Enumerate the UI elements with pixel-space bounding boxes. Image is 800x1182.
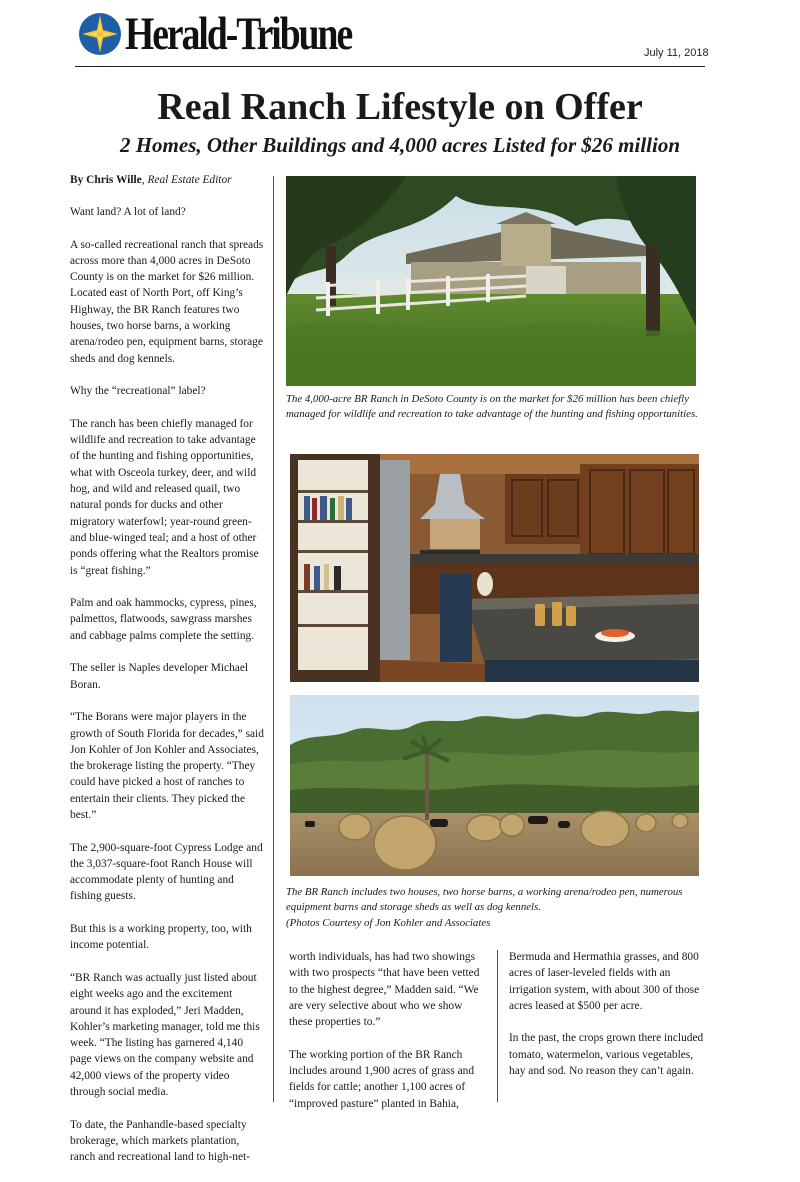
byline: By Chris Wille, Real Estate Editor xyxy=(70,174,232,186)
paragraph: Why the “recreational” label? xyxy=(70,385,206,398)
byline-author: By Chris Wille xyxy=(70,174,142,186)
caption-line: The BR Ranch includes two houses, two horse barns, a working arena/rodeo pen, numerous equipment barns and storage sheds as well as dog kennels. xyxy=(286,886,683,914)
paragraph: In the past, the crops grown there included tomato, watermelon, various vegetables, hay and sod. No reason they can’t again. xyxy=(509,1032,704,1078)
paragraph: The 2,900-square-foot Cypress Lodge and the 3,037-square-foot Ranch House will accommodate plenty of hunting and fishing guests. xyxy=(70,841,263,903)
column-divider xyxy=(273,176,274,1102)
masthead-name: Herald-Tribune xyxy=(125,8,352,60)
paragraph: The working portion of the BR Ranch includes around 1,900 acres of grass and fields for cattle; another 1,100 acres of “improved pasture” planted in Bahia, xyxy=(289,1048,475,1110)
subheadline: 2 Homes, Other Buildings and 4,000 acres Listed for $26 million xyxy=(119,133,681,157)
paragraph: Want land? A lot of land? xyxy=(70,206,186,218)
paragraph: The seller is Naples developer Michael Boran. xyxy=(70,662,249,691)
paragraph: A so-called recreational ranch that spreads across more than 4,000 acres in DeSoto County is on the market for $26 million. Located east of North Port, off King’s Highway, the BR Ranch features two houses, two horse barns, a working arena/rodeo pen, equipment barns, storage sheds and dog kennels. xyxy=(70,238,264,365)
paragraph: But this is a working property, too, with income potential. xyxy=(70,923,252,952)
paragraph: The ranch has been chiefly managed for wildlife and recreation to take advantage of the hunting and fishing opportunities, what with Osceola turkey, deer, and wild hog, and wild and released quail, two natural ponds for ducks and other migratory waterfowl; year-round green- and blue-winged teal; and a host of other ponds offering what the Realtors promise is “great fishing.” xyxy=(70,417,259,577)
paragraph: Bermuda and Hermathia grasses, and 800 acres of laser-leveled fields with an irrigation system, with about 300 of those acres leased at $500 per acre. xyxy=(509,951,700,1012)
sun-logo-icon xyxy=(78,12,122,56)
field-photo-caption xyxy=(286,885,706,931)
masthead-rule xyxy=(75,66,705,67)
paragraph: Palm and oak hammocks, cypress, pines, palmettos, flatwoods, sawgrass marshes and cabbage palms complete the setting. xyxy=(70,597,257,642)
paragraph: “BR Ranch was actually just listed about eight weeks ago and the excitement around it has exploded,” Jeri Madden, Kohler’s marketing manager, told me this week. “The listing has garnered 4,140 page views on the company website and 42,000 views of the property video through social media. xyxy=(70,971,260,1099)
paragraph: worth individuals, has had two showings with two prospects “that have been vetted to the highest degree,” Madden said. “We are very selective about who we show these properties to.” xyxy=(289,951,480,1029)
headline: Real Ranch Lifestyle on Offer xyxy=(157,86,643,128)
kitchen-photo xyxy=(290,454,699,682)
article-column-2 xyxy=(289,949,487,1128)
column-divider xyxy=(497,950,498,1102)
paragraph: “The Borans were major players in the growth of South Florida for decades,” said Jon Kohler of Jon Kohler and Associates, the brokerage listing the property. “They could have picked a host of ranches to entertain their clients. They picked the best.” xyxy=(70,711,264,821)
article-column-3 xyxy=(509,949,705,1096)
barn-photo-caption: The 4,000-acre BR Ranch in DeSoto County is on the market for $26 million has been chiefly managed for wildlife and recreation to take advantage of the hunting and fishing opportunities. xyxy=(286,393,698,421)
article-column-1 xyxy=(70,204,266,1182)
hay-field-photo xyxy=(290,695,699,876)
herald-tribune-logo xyxy=(78,12,122,58)
barn-photo xyxy=(286,176,696,386)
photo-credit: (Photos Courtesy of Jon Kohler and Associates xyxy=(286,916,491,929)
publication-date: July 11, 2018 xyxy=(644,47,709,59)
byline-role: Real Estate Editor xyxy=(147,174,232,186)
paragraph: To date, the Panhandle-based specialty brokerage, which markets plantation, ranch and recreational land to high-net- xyxy=(70,1118,250,1164)
